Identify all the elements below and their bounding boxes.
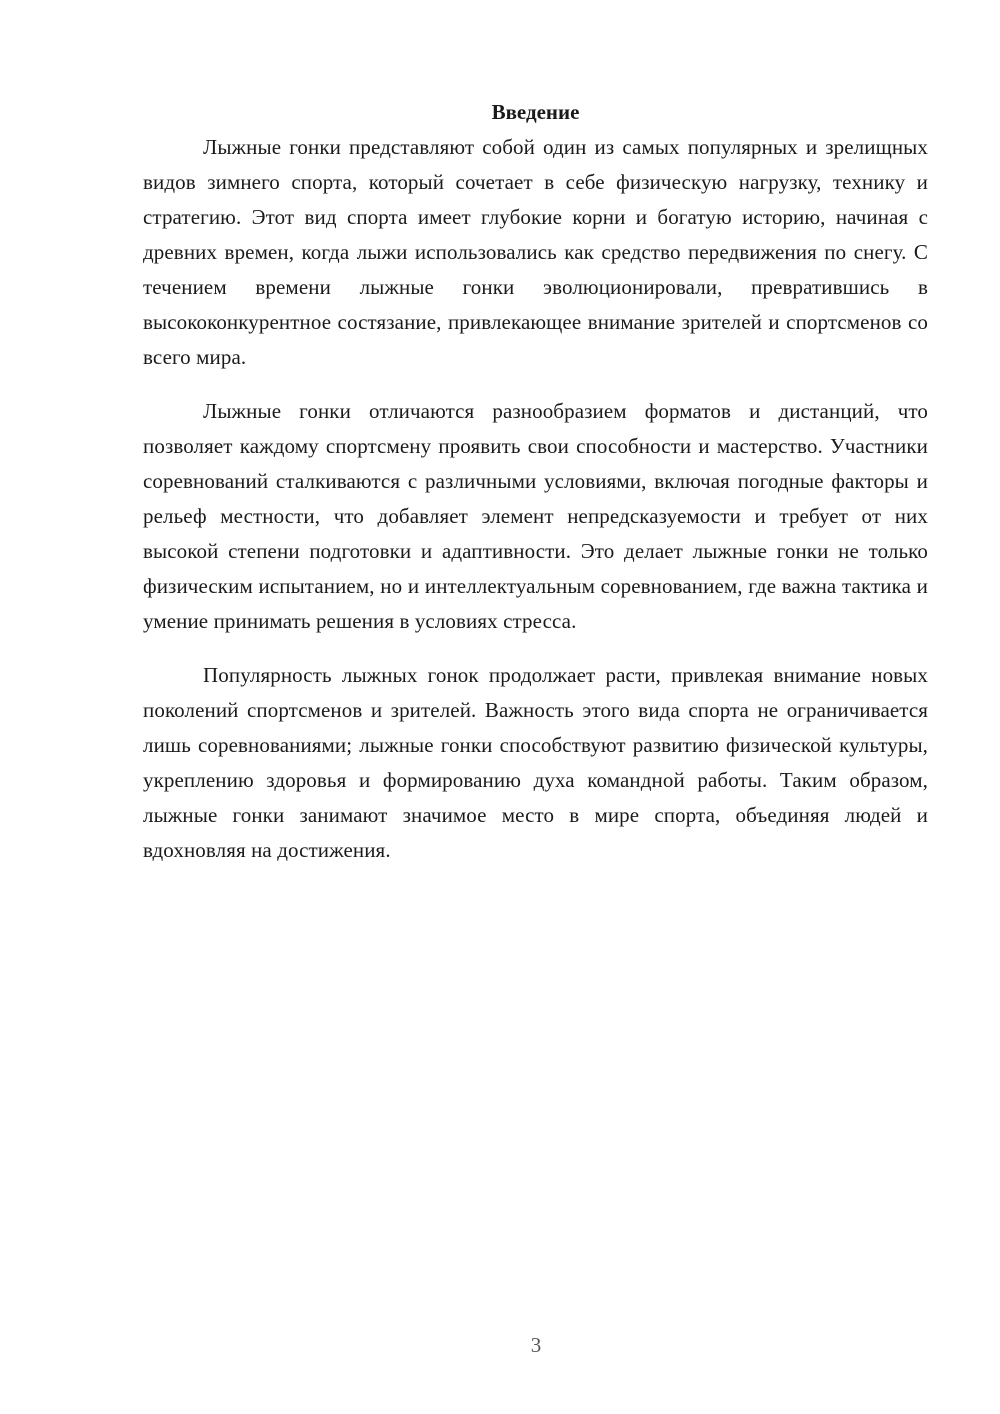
- section-heading: Введение: [491, 100, 580, 124]
- page-number: 3: [530, 1333, 542, 1357]
- page-body: [143, 95, 928, 868]
- paragraph-1: Лыжные гонки представляют собой один из самых популярных и зрелищных видов зимнего спорта, который сочетает в себе физическую нагрузку, технику и стратегию. Этот вид спорта имеет глубокие корни и богатую историю, начиная с древних времен, когда лыжи использовались как средство передвижения по снегу. С течением времени лыжные гонки эволюционировали, превратившись в высококонкурентное состязание, привлекающее внимание зрителей и спортсменов со всего мира.: [143, 135, 928, 369]
- paragraph-3: Популярность лыжных гонок продолжает расти, привлекая внимание новых поколений спортсменов и зрителей. Важность этого вида спорта не ограничивается лишь соревнованиями; лыжные гонки способствуют развитию физической культуры, укреплению здоровья и формированию духа командной работы. Таким образом, лыжные гонки занимают значимое место в мире спорта, объединяя людей и вдохновляя на достижения.: [143, 663, 928, 862]
- paragraph-2: Лыжные гонки отличаются разнообразием форматов и дистанций, что позволяет каждому спортсмену проявить свои способности и мастерство. Участники соревнований сталкиваются с различными условиями, включая погодные факторы и рельеф местности, что добавляет элемент непредсказуемости и требует от них высокой степени подготовки и адаптивности. Это делает лыжные гонки не только физическим испытанием, но и интеллектуальным соревнованием, где важна тактика и умение принимать решения в условиях стресса.: [143, 399, 928, 633]
